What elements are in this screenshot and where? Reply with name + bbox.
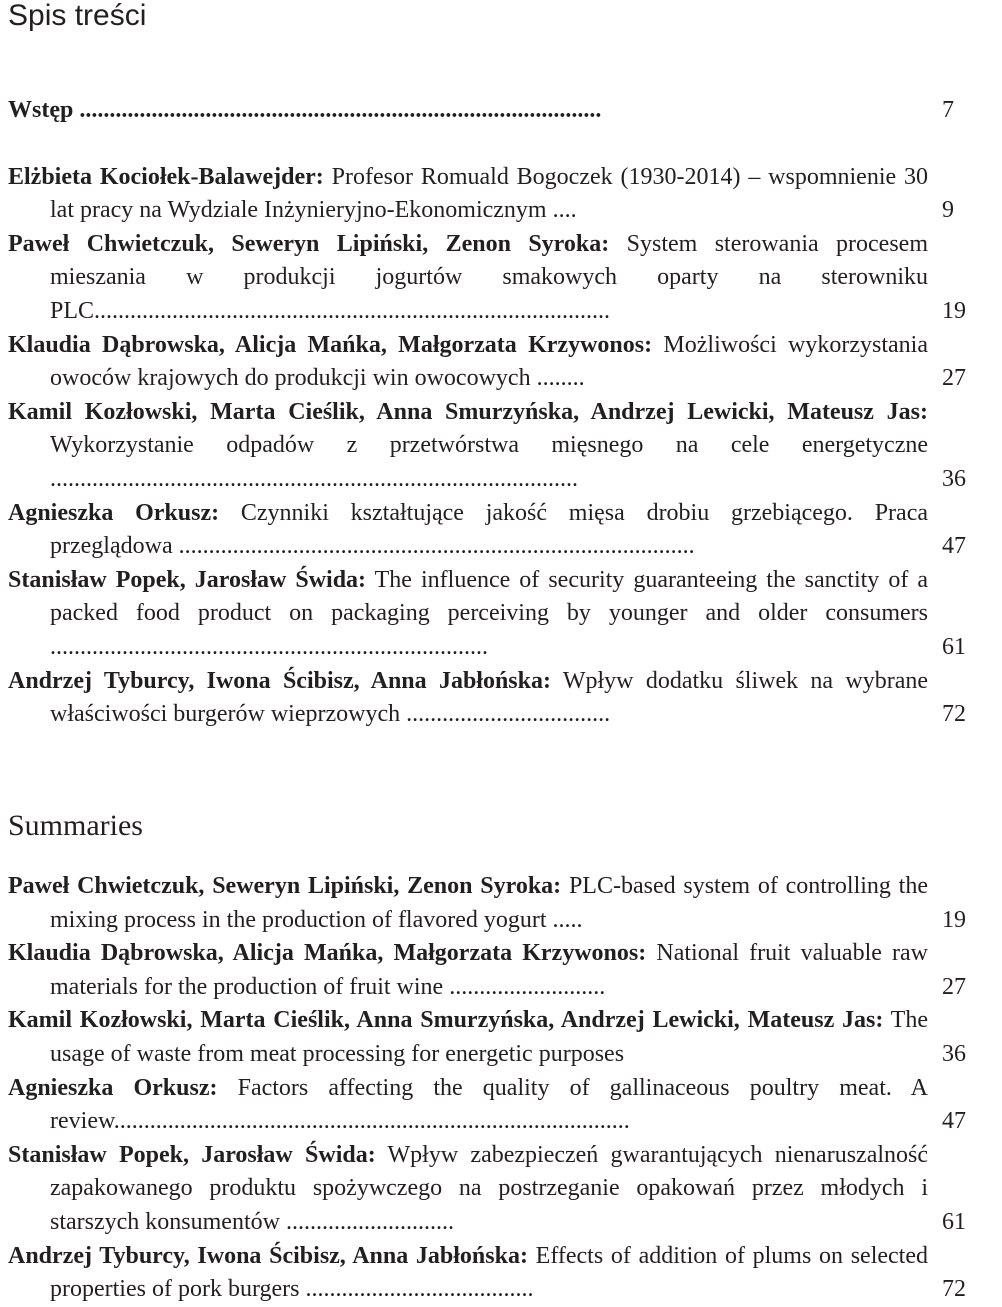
summaries-entry[interactable] [8, 1072, 966, 1139]
toc-entry-list [8, 94, 966, 732]
summaries-entry-list [8, 870, 966, 1307]
entry-title: The usage of waste from meat processing for energetic purposes [50, 1007, 928, 1067]
entry-page-number: 72 [942, 1276, 966, 1303]
toc-entry[interactable] [8, 228, 966, 329]
toc-entry[interactable] [8, 161, 954, 228]
toc-title: Spis treści [8, 0, 147, 32]
entry-page-number: 72 [942, 701, 966, 728]
summaries-entry[interactable] [8, 1004, 966, 1071]
entry-page-number: 47 [942, 1108, 966, 1135]
entry-authors: Agnieszka Orkusz: [8, 499, 220, 526]
entry-title: Czynniki kształtujące jakość mięsa drobiu grzebiącego. Praca przeglądowa ...................................................................................... [50, 499, 928, 560]
entry-page-number: 36 [942, 1040, 966, 1067]
entry-authors: Klaudia Dąbrowska, Alicja Mańka, Małgorzata Krzywonos: [8, 940, 647, 967]
entry-title: System sterowania procesem mieszania w produkcji jogurtów smakowych oparty na sterowniku PLC...................................................................................... [50, 230, 928, 324]
entry-page-number: 61 [942, 1208, 966, 1235]
toc-entry[interactable] [8, 329, 966, 396]
entry-page-number: 47 [942, 533, 966, 560]
toc-entry[interactable] [8, 497, 966, 564]
entry-title: Factors affecting the quality of gallinaceous poultry meat. A review...................................................................................... [50, 1074, 928, 1135]
entry-page-number: 7 [942, 97, 954, 123]
toc-entry[interactable] [8, 564, 966, 665]
entry-authors: Kamil Kozłowski, Marta Cieślik, Anna Smurzyńska, Andrzej Lewicki, Mateusz Jas: [8, 1007, 884, 1034]
entry-authors: Kamil Kozłowski, Marta Cieślik, Anna Smurzyńska, Andrzej Lewicki, Mateusz Jas: [8, 398, 928, 425]
summaries-title: Summaries [8, 809, 143, 842]
summaries-entry[interactable] [8, 1240, 966, 1307]
entry-authors: Andrzej Tyburcy, Iwona Ścibisz, Anna Jabłońska: [8, 667, 551, 694]
entry-title: Wstęp ....................................................................................... [8, 97, 602, 123]
entry-title: Wykorzystanie odpadów z przetwórstwa mięsnego na cele energetyczne ........................................................................................ [50, 432, 928, 492]
entry-title: Wpływ zabezpieczeń gwarantujących nienaruszalność zapakowanego produktu spożywczego na postrzeganie opakowań przez młodych i starszych konsumentów ............................ [50, 1141, 928, 1235]
summaries-entry[interactable] [8, 1139, 966, 1240]
summaries-entry[interactable] [8, 870, 966, 937]
entry-authors: Klaudia Dąbrowska, Alicja Mańka, Małgorzata Krzywonos: [8, 331, 653, 358]
entry-page-number: 27 [942, 973, 966, 1000]
summaries-entry[interactable] [8, 937, 966, 1004]
entry-title: Wpływ dodatku śliwek na wybrane właściwości burgerów wieprzowych .................................. [50, 667, 928, 728]
entry-title: Effects of addition of plums on selected properties of pork burgers ...................................... [50, 1242, 929, 1303]
toc-entry[interactable] [8, 94, 954, 128]
entry-authors: Elżbieta Kociołek-Balawejder: [8, 163, 324, 190]
toc-entry[interactable] [8, 396, 966, 497]
entry-title: National fruit valuable raw materials for the production of fruit wine .......................... [50, 940, 928, 1000]
entry-page-number: 61 [942, 633, 966, 660]
entry-page-number: 19 [942, 906, 966, 933]
entry-page-number: 27 [942, 365, 966, 392]
entry-authors: Stanisław Popek, Jarosław Świda: [8, 1141, 376, 1168]
entry-authors: Agnieszka Orkusz: [8, 1074, 218, 1101]
entry-page-number: 9 [942, 197, 954, 224]
entry-title: Profesor Romuald Bogoczek (1930-2014) – wspomnienie 30 lat pracy na Wydziale Inżynieryjno-Ekonomicznym .... [50, 163, 929, 224]
entry-authors: Paweł Chwietczuk, Seweryn Lipiński, Zenon Syroka: [8, 230, 610, 257]
toc-entry[interactable] [8, 665, 966, 732]
entry-title: The influence of security guaranteeing the sanctity of a packed food product on packaging perceiving by younger and older consumers ......................................................................... [50, 566, 928, 660]
entry-authors: Andrzej Tyburcy, Iwona Ścibisz, Anna Jabłońska: [8, 1242, 528, 1269]
entry-title: PLC-based system of controlling the mixing process in the production of flavored yogurt ..... [50, 873, 929, 933]
entry-title: Możliwości wykorzystania owoców krajowych do produkcji win owocowych ........ [50, 331, 929, 392]
entry-authors: Paweł Chwietczuk, Seweryn Lipiński, Zenon Syroka: [8, 873, 562, 899]
entry-page-number: 19 [942, 297, 966, 324]
entry-authors: Stanisław Popek, Jarosław Świda: [8, 566, 367, 593]
entry-page-number: 36 [942, 465, 966, 492]
